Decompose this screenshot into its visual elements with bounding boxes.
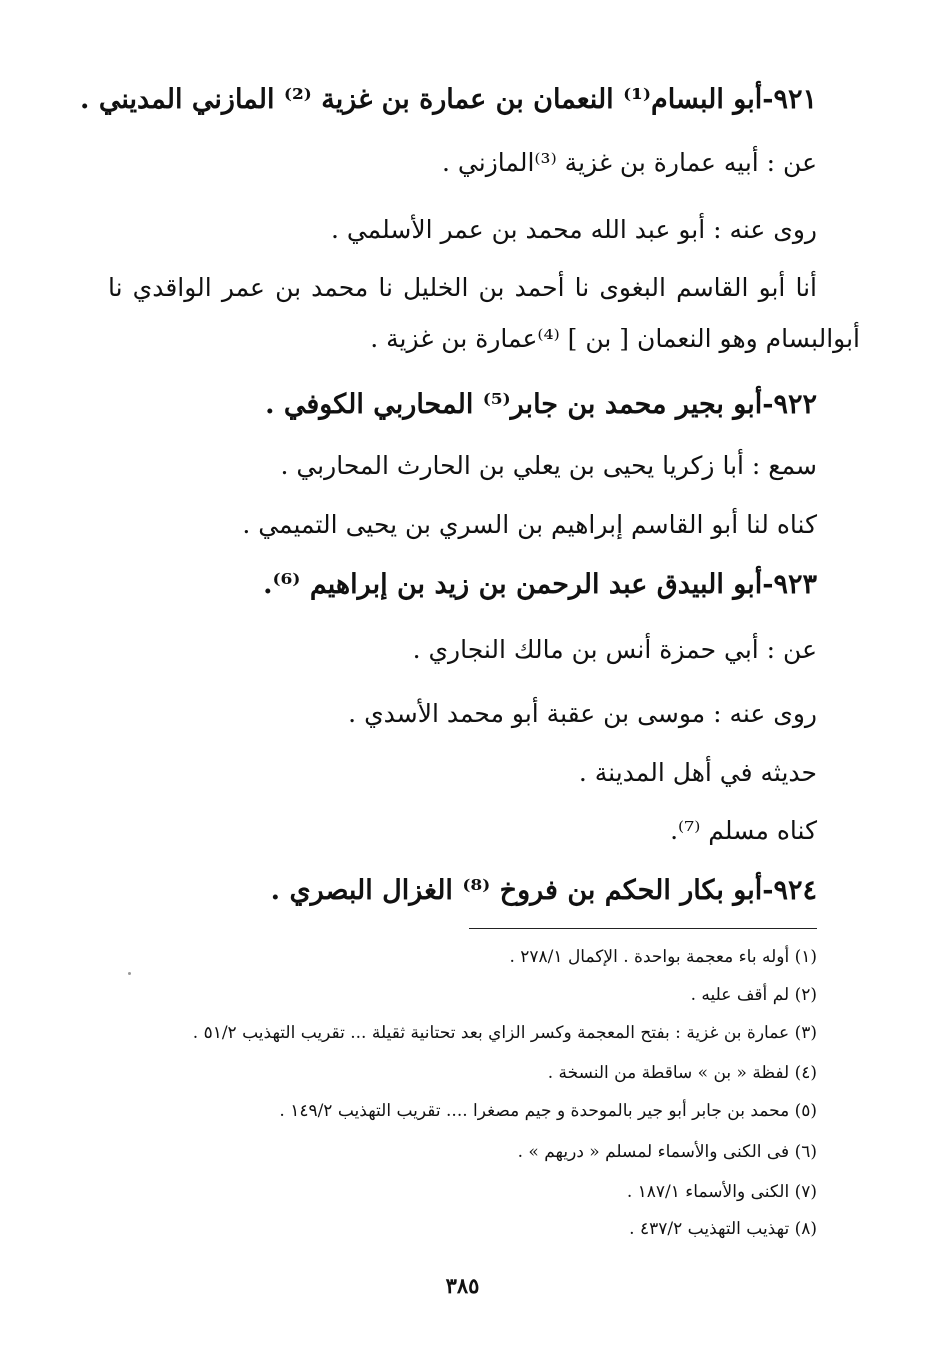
entry-921-line-4: أبوالبسام وهو النعمان [ بن ] ⁽⁴⁾عمارة بن غزية . — [370, 324, 860, 353]
entry-921-line-2: روى عنه : أبو عبد الله محمد بن عمر الأسلمي . — [330, 215, 817, 244]
page-number: ٣٨٥ — [445, 1273, 480, 1298]
entry-921-line-3: أنا أبو القاسم البغوى نا أحمد بن الخليل نا محمد بن عمر الواقدي نا — [108, 273, 817, 302]
footnote-8: (٨) تهذيب التهذيب ٤٣٧/٢ . — [629, 1219, 817, 1239]
entry-heading-924: ٩٢٤-أبو بكار الحكم بن فروخ ⁽⁸⁾ الغزال البصري . — [270, 875, 817, 906]
entry-923-line-3: حديثه في أهل المدينة . — [578, 758, 817, 787]
footnote-5: (٥) محمد بن جابر أبو جير بالموحدة و جيم مصغرا .... تقريب التهذيب ١٤٩/٢ . — [279, 1101, 817, 1121]
entry-923-line-1: عن : أبي حمزة أنس بن مالك النجاري . — [412, 635, 817, 664]
entry-heading-923: ٩٢٣-أبو البيدق عبد الرحمن بن زيد بن إبراهيم ⁽⁶⁾. — [263, 569, 817, 600]
footnote-6: (٦) فى الكنى والأسماء لمسلم « دريهم » . — [517, 1142, 817, 1162]
footnote-4: (٤) لفظة « بن » ساقطة من النسخة . — [547, 1063, 817, 1083]
entry-922-line-1: سمع : أبا زكريا يحيى بن يعلي بن الحارث المحاربي . — [280, 451, 817, 480]
entry-heading-921: ٩٢١-أبو البسام⁽¹⁾ النعمان بن عمارة بن غزية ⁽²⁾ المازني المديني . — [80, 84, 817, 115]
scan-speck — [128, 972, 131, 975]
entry-922-line-2: كناه لنا أبو القاسم إبراهيم بن السري بن يحيى التميمي . — [242, 510, 817, 539]
entry-heading-922: ٩٢٢-أبو بجير محمد بن جابر⁽⁵⁾ المحاربي الكوفي . — [265, 389, 817, 420]
footnote-7: (٧) الكنى والأسماء ١٨٧/١ . — [626, 1182, 817, 1202]
footnote-separator — [469, 928, 817, 929]
entry-923-line-2: روى عنه : موسى بن عقبة أبو محمد الأسدي . — [348, 699, 817, 728]
footnote-1: (١) أوله باء معجمة بواحدة . الإكمال ٢٧٨/١ . — [509, 947, 817, 967]
entry-921-line-1: عن : أبيه عمارة بن غزية ⁽³⁾المازني . — [442, 148, 817, 177]
entry-923-line-4: كناه مسلم ⁽⁷⁾. — [670, 816, 817, 845]
footnote-3: (٣) عمارة بن غزية : بفتح المعجمة وكسر الزاي بعد تحتانية ثقيلة ... تقريب التهذيب ٥١/٢ . — [192, 1023, 817, 1043]
footnote-2: (٢) لم أقف عليه . — [690, 985, 817, 1005]
